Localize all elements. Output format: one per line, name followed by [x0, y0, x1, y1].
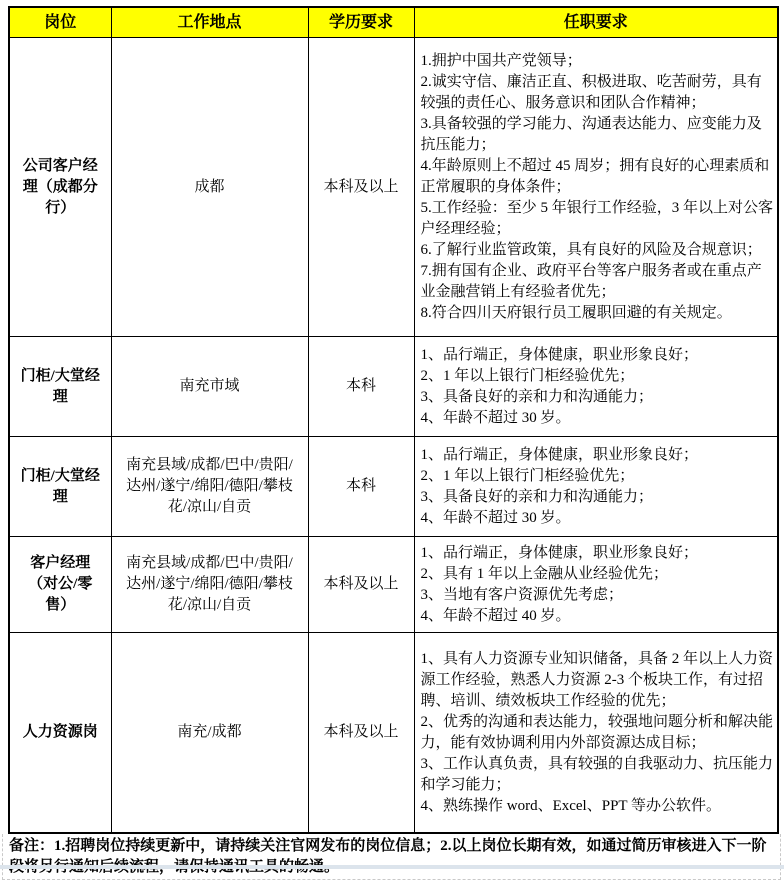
- requirements-cell: [414, 437, 778, 537]
- requirement-line: 1、具有人力资源专业知识储备，具备 2 年以上人力资源工作经验，熟悉人力资源 2-3 个板块工作，有过招聘、培训、绩效板块工作经验的优先；: [421, 649, 774, 712]
- table-row: [9, 38, 778, 337]
- header-requirements: 任职要求: [414, 7, 778, 38]
- requirement-line: 3、具备良好的亲和力和沟通能力；: [421, 487, 774, 508]
- requirement-line: 3、当地有客户资源优先考虑；: [421, 585, 774, 606]
- position-cell: 客户经理（对公/零售）: [9, 537, 111, 633]
- location-cell: 成都: [111, 38, 308, 337]
- requirement-line: 7.拥有国有企业、政府平台等客户服务者或在重点产业金融营销上有经验者优先；: [421, 261, 774, 303]
- requirement-line: 6.了解行业监管政策，具有良好的风险及合规意识；: [421, 240, 774, 261]
- location-cell: 南充县域/成都/巴中/贵阳/达州/遂宁/绵阳/德阳/攀枝花/凉山/自贡: [111, 537, 308, 633]
- requirement-line: 4、年龄不超过 30 岁。: [421, 508, 774, 529]
- requirement-line: 1、品行端正，身体健康，职业形象良好；: [421, 345, 774, 366]
- requirement-line: 2、优秀的沟通和表达能力，较强地问题分析和解决能力，能有效协调利用内外部资源达成目标；: [421, 712, 774, 754]
- position-cell: 公司客户经理（成都分行）: [9, 38, 111, 337]
- location-cell: 南充县域/成都/巴中/贵阳/达州/遂宁/绵阳/德阳/攀枝花/凉山/自贡: [111, 437, 308, 537]
- recruitment-table-sheet: [8, 6, 777, 880]
- table-row: [9, 537, 778, 633]
- requirement-line: 2、具有 1 年以上金融从业经验优先；: [421, 564, 774, 585]
- requirement-line: 3.具备较强的学习能力、沟通表达能力、应变能力及抗压能力；: [421, 114, 774, 156]
- location-cell: 南充市域: [111, 337, 308, 437]
- table-row: [9, 633, 778, 834]
- requirements-cell: [414, 633, 778, 834]
- education-cell: 本科及以上: [308, 633, 414, 834]
- header-location: 工作地点: [111, 7, 308, 38]
- requirement-line: 3、具备良好的亲和力和沟通能力；: [421, 387, 774, 408]
- requirement-line: 1.拥护中国共产党领导；: [421, 51, 774, 72]
- requirement-line: 8.符合四川天府银行员工履职回避的有关规定。: [421, 303, 774, 324]
- requirement-line: 1、品行端正，身体健康，职业形象良好；: [421, 445, 774, 466]
- header-education: 学历要求: [308, 7, 414, 38]
- requirement-line: 2.诚实守信、廉洁正直、积极进取、吃苦耐劳，具有较强的责任心、服务意识和团队合作精神；: [421, 72, 774, 114]
- table-row: [9, 337, 778, 437]
- bottom-strip: [0, 865, 784, 869]
- position-cell: 门柜/大堂经理: [9, 337, 111, 437]
- requirement-line: 4、熟练操作 word、Excel、PPT 等办公软件。: [421, 796, 774, 817]
- requirement-line: 4.年龄原则上不超过 45 周岁；拥有良好的心理素质和正常履职的身体条件；: [421, 156, 774, 198]
- education-cell: 本科: [308, 437, 414, 537]
- requirement-line: 1、品行端正，身体健康，职业形象良好；: [421, 543, 774, 564]
- position-cell: 人力资源岗: [9, 633, 111, 834]
- table-row: [9, 437, 778, 537]
- requirement-line: 2、1 年以上银行门柜经验优先；: [421, 366, 774, 387]
- header-position: 岗位: [9, 7, 111, 38]
- education-cell: 本科: [308, 337, 414, 437]
- requirement-line: 2、1 年以上银行门柜经验优先；: [421, 466, 774, 487]
- requirements-cell: [414, 537, 778, 633]
- position-cell: 门柜/大堂经理: [9, 437, 111, 537]
- footer-note: 备注：1.招聘岗位持续更新中，请持续关注官网发布的岗位信息；2.以上岗位长期有效，如通过简历审核进入下一阶段将另行通知后续流程，请保持通讯工具的畅通。: [2, 834, 781, 880]
- education-cell: 本科及以上: [308, 537, 414, 633]
- table-header-row: [9, 7, 778, 38]
- job-positions-table: [8, 6, 779, 834]
- location-cell: 南充/成都: [111, 633, 308, 834]
- requirements-cell: [414, 337, 778, 437]
- requirement-line: 4、年龄不超过 30 岁。: [421, 408, 774, 429]
- requirements-cell: [414, 38, 778, 337]
- requirement-line: 4、年龄不超过 40 岁。: [421, 606, 774, 627]
- requirement-line: 3、工作认真负责，具有较强的自我驱动力、抗压能力和学习能力；: [421, 754, 774, 796]
- requirement-line: 5.工作经验：至少 5 年银行工作经验，3 年以上对公客户经理经验；: [421, 198, 774, 240]
- education-cell: 本科及以上: [308, 38, 414, 337]
